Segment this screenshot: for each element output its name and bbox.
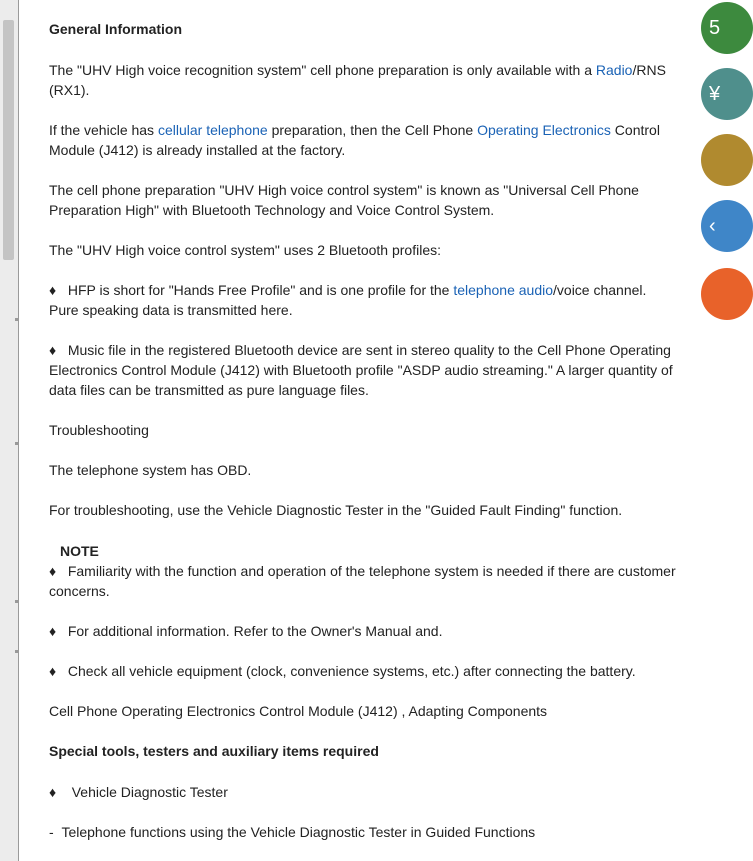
paragraph-obd: The telephone system has OBD. [49,462,252,478]
cellular-telephone-link[interactable]: cellular telephone [157,122,268,138]
text: If the vehicle has [49,122,158,138]
share-icon: ¥ [709,83,721,105]
text: /voice channel. Pure speaking data is transmitted here. [49,282,647,318]
paragraph-universal-preparation: The cell phone preparation "UHV High voice control system" is known as "Universal Cell Phone Preparation High" with Bluetooth Technology and Voice Control System. [49,182,639,218]
share-button[interactable] [701,268,753,320]
text: Vehicle Diagnostic Tester [71,784,228,800]
note-bullet-familiarity [49,561,679,601]
left-scrollbar-thumb[interactable] [3,20,14,260]
telephone-audio-link[interactable]: telephone audio [453,282,554,298]
bullet-icon: ♦ [49,342,57,358]
list-item-guided-functions [49,822,679,842]
note-bullet-owners-manual [49,621,679,641]
left-panel-edge [0,0,19,861]
paragraph-diagnostic-tester: For troubleshooting, use the Vehicle Diagnostic Tester in the "Guided Fault Finding" function. [49,502,623,518]
share-icon: 5 [709,17,721,39]
text: preparation, then the Cell Phone [267,122,478,138]
panel-marker [15,650,18,653]
text: Music file in the registered Bluetooth device are sent in stereo quality to the Cell Phone Operating Electronics Control Module (J412) with Bluetooth profile "ASDP audio streaming." A larger quantity of data files can be transmitted as pure language files. [49,342,673,398]
bullet-icon: ♦ [49,663,57,679]
dash-icon: - [49,824,54,840]
note-heading: NOTE [60,543,99,559]
text: /RNS (RX1). [49,62,666,98]
panel-marker [15,600,18,603]
share-button[interactable] [701,68,753,120]
share-button[interactable] [701,134,753,186]
note-bullet-check-equipment [49,661,679,681]
panel-marker [15,442,18,445]
paragraph-bluetooth-profiles: The "UHV High voice control system" uses 2 Bluetooth profiles: [49,242,441,258]
special-tools-heading: Special tools, testers and auxiliary items required [49,743,379,759]
bullet-hfp [49,280,679,320]
panel-marker [15,318,18,321]
text: Familiarity with the function and operation of the telephone system is needed if there are customer concerns. [49,563,676,599]
list-item-diagnostic-tester [49,782,679,802]
general-information-heading: General Information [49,21,183,37]
bullet-icon: ♦ [49,563,57,579]
bullet-icon: ♦ [49,282,57,298]
bullet-icon: ♦ [49,784,57,800]
bullet-icon: ♦ [49,623,57,639]
text: The "UHV High voice recognition system" cell phone preparation is only available with a [49,62,596,78]
share-icon: ‹ [709,215,716,237]
bullet-music-file [49,340,679,400]
text: For additional information. Refer to the Owner's Manual and. [67,623,443,639]
troubleshooting-heading: Troubleshooting [49,422,149,438]
text: Telephone functions using the Vehicle Diagnostic Tester in Guided Functions [61,824,536,840]
text: Control Module (J412) is already installed at the factory. [49,122,660,158]
paragraph-uhv-availability [49,60,679,100]
share-button[interactable] [701,200,753,252]
paragraph-cellular-preparation [49,120,679,160]
share-button[interactable] [701,2,753,54]
text: Check all vehicle equipment (clock, convenience systems, etc.) after connecting the battery. [67,663,636,679]
operating-electronics-link[interactable]: Operating Electronics [477,122,611,138]
radio-link[interactable]: Radio [595,62,633,78]
text: HFP is short for "Hands Free Profile" and is one profile for the [67,282,454,298]
paragraph-adapting-components: Cell Phone Operating Electronics Control Module (J412) , Adapting Components [49,703,548,719]
